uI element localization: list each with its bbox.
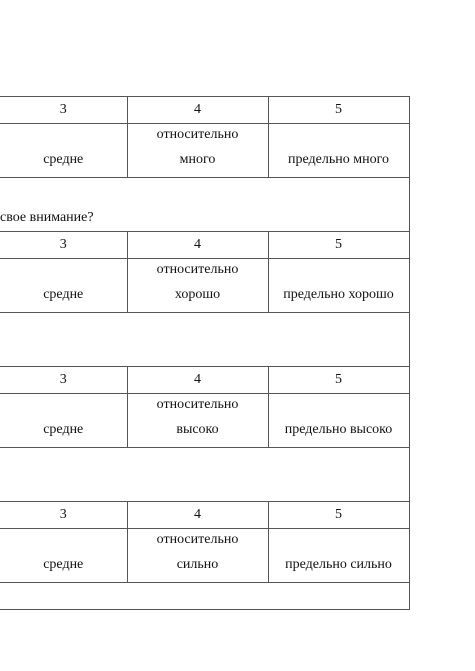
scale-label: средне [43, 152, 84, 167]
scale-label-row [0, 394, 409, 448]
scale-label-bottom: много [179, 152, 216, 167]
scale-number-row [0, 97, 409, 124]
scale-label-bottom: сильно [176, 557, 219, 572]
scale-number-row [0, 502, 409, 529]
scale-label: предельно высоко [284, 422, 393, 437]
question-text: свое внимание? [0, 209, 94, 225]
scale-label-row [0, 529, 409, 583]
scale-label: предельно много [288, 152, 389, 167]
scale-number: 4 [127, 367, 268, 394]
scale-number: 5 [268, 232, 409, 259]
empty-question-row [0, 583, 409, 610]
empty-question-row [0, 313, 409, 367]
scale-label-row [0, 124, 409, 178]
scale-number: 3 [0, 502, 127, 529]
scale-label: предельно сильно [285, 557, 392, 572]
scale-label: средне [43, 287, 84, 302]
scale-label-row [0, 259, 409, 313]
scale-number: 5 [268, 97, 409, 124]
scale-label-top: относительно [156, 532, 239, 547]
question-row [0, 178, 409, 232]
scale-number: 5 [268, 502, 409, 529]
scale-label-top: относительно [156, 127, 239, 142]
empty-question-row [0, 448, 409, 502]
scale-number: 3 [0, 367, 127, 394]
scale-number-row [0, 367, 409, 394]
rating-scale-table [0, 96, 409, 610]
scale-number: 4 [127, 502, 268, 529]
scale-label-bottom: хорошо [174, 287, 221, 302]
scale-number: 3 [0, 97, 127, 124]
scale-label: предельно хорошо [283, 287, 394, 302]
scale-number: 4 [127, 97, 268, 124]
scale-number: 4 [127, 232, 268, 259]
scale-label-top: относительно [156, 397, 239, 412]
scale-number: 5 [268, 367, 409, 394]
scale-number-row [0, 232, 409, 259]
scale-label-bottom: высоко [176, 422, 219, 437]
scale-number: 3 [0, 232, 127, 259]
scale-label-top: относительно [156, 262, 239, 277]
scale-label: средне [43, 557, 84, 572]
scale-label: средне [43, 422, 84, 437]
